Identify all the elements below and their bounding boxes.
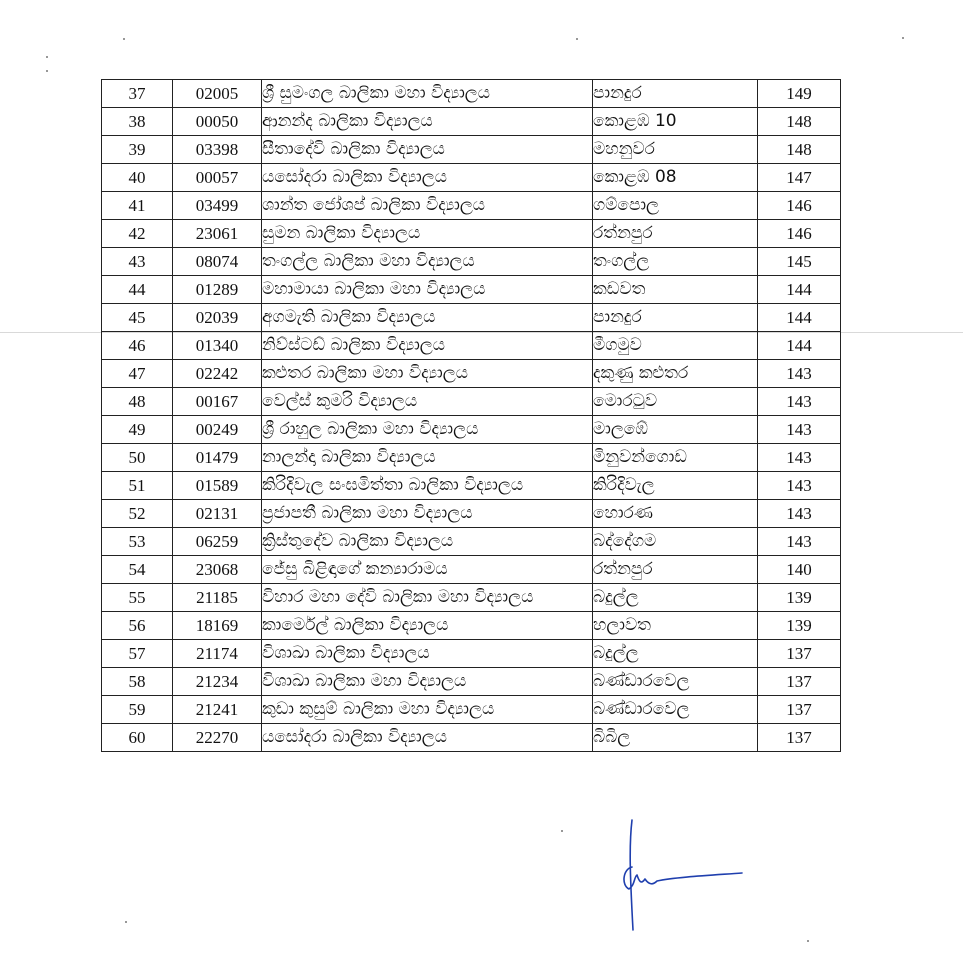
rank-cell: 50 — [102, 444, 173, 472]
rank-cell: 39 — [102, 136, 173, 164]
marks-cell: 146 — [758, 220, 841, 248]
school-code-cell: 21241 — [173, 696, 262, 724]
marks-cell: 143 — [758, 528, 841, 556]
marks-cell: 137 — [758, 668, 841, 696]
signature-mark — [615, 815, 750, 935]
town-cell: තංගල්ල — [593, 248, 758, 276]
school-code-cell: 18169 — [173, 612, 262, 640]
rank-cell: 55 — [102, 584, 173, 612]
table-body — [102, 80, 841, 752]
table-row — [102, 584, 841, 612]
marks-cell: 148 — [758, 136, 841, 164]
school-name-cell: කුඩා කුසුම් බාලිකා මහා විද්‍යාලය — [262, 696, 593, 724]
table-row — [102, 192, 841, 220]
town-cell: කොළඹ 08 — [593, 164, 758, 192]
school-name-cell: ශාන්ත ජෝශප් බාලිකා විද්‍යාලය — [262, 192, 593, 220]
town-cell: බණ්ඩාරවෙල — [593, 696, 758, 724]
scan-speck — [46, 56, 48, 58]
scan-speck — [576, 38, 578, 40]
marks-cell: 143 — [758, 472, 841, 500]
rank-cell: 52 — [102, 500, 173, 528]
school-name-cell: ආනන්ද බාලිකා විද්‍යාලය — [262, 108, 593, 136]
table-row — [102, 612, 841, 640]
table-row — [102, 360, 841, 388]
town-cell: දකුණු කළුතර — [593, 360, 758, 388]
town-cell: මිනුවන්ගොඩ — [593, 444, 758, 472]
school-code-cell: 00050 — [173, 108, 262, 136]
rank-cell: 51 — [102, 472, 173, 500]
rank-cell: 42 — [102, 220, 173, 248]
table-row — [102, 80, 841, 108]
rank-cell: 48 — [102, 388, 173, 416]
marks-cell: 144 — [758, 276, 841, 304]
town-cell: මාලඹේ — [593, 416, 758, 444]
school-code-cell: 02131 — [173, 500, 262, 528]
town-cell: මහනුවර — [593, 136, 758, 164]
marks-cell: 148 — [758, 108, 841, 136]
table-row — [102, 136, 841, 164]
town-cell: ගම්පොල — [593, 192, 758, 220]
town-cell: බදුල්ල — [593, 584, 758, 612]
rank-cell: 53 — [102, 528, 173, 556]
marks-cell: 143 — [758, 500, 841, 528]
table-row — [102, 108, 841, 136]
table-row — [102, 388, 841, 416]
school-code-cell: 01340 — [173, 332, 262, 360]
town-cell: බදුල්ල — [593, 640, 758, 668]
school-code-cell: 21174 — [173, 640, 262, 668]
town-cell: බිබිල — [593, 724, 758, 752]
table-row — [102, 528, 841, 556]
marks-cell: 144 — [758, 332, 841, 360]
school-name-cell: තංගල්ල බාලිකා මහා විද්‍යාලය — [262, 248, 593, 276]
marks-cell: 139 — [758, 612, 841, 640]
school-code-cell: 00249 — [173, 416, 262, 444]
table-row — [102, 556, 841, 584]
school-name-cell: කිරිදිවැල සංඝමිත්තා බාලිකා විද්‍යාලය — [262, 472, 593, 500]
rank-cell: 44 — [102, 276, 173, 304]
table-row — [102, 444, 841, 472]
table-row — [102, 332, 841, 360]
school-name-cell: විශාඛා බාලිකා විද්‍යාලය — [262, 640, 593, 668]
marks-cell: 143 — [758, 444, 841, 472]
table-row — [102, 248, 841, 276]
school-name-cell: කාර්මෙල් බාලිකා විද්‍යාලය — [262, 612, 593, 640]
school-code-cell: 00057 — [173, 164, 262, 192]
town-cell: හලාවත — [593, 612, 758, 640]
marks-cell: 139 — [758, 584, 841, 612]
rank-cell: 56 — [102, 612, 173, 640]
school-name-cell: නිව්ස්ටඩ් බාලිකා විද්‍යාලය — [262, 332, 593, 360]
town-cell: කොළඹ 10 — [593, 108, 758, 136]
marks-cell: 137 — [758, 696, 841, 724]
scan-speck — [902, 37, 904, 39]
table-row — [102, 304, 841, 332]
school-name-cell: වෙල්ස් කුමරි විද්‍යාලය — [262, 388, 593, 416]
school-name-cell: සුමන බාලිකා විද්‍යාලය — [262, 220, 593, 248]
school-code-cell: 22270 — [173, 724, 262, 752]
signature-stroke — [624, 820, 742, 930]
town-cell: පානදුර — [593, 80, 758, 108]
rank-cell: 45 — [102, 304, 173, 332]
school-code-cell: 23068 — [173, 556, 262, 584]
school-code-cell: 03398 — [173, 136, 262, 164]
school-name-cell: මහාමායා බාලිකා මහා විද්‍යාලය — [262, 276, 593, 304]
school-code-cell: 23061 — [173, 220, 262, 248]
marks-cell: 143 — [758, 360, 841, 388]
town-cell: මොරටුව — [593, 388, 758, 416]
school-name-cell: විශාඛා බාලිකා මහා විද්‍යාලය — [262, 668, 593, 696]
marks-cell: 144 — [758, 304, 841, 332]
town-cell: කිරිදිවැල — [593, 472, 758, 500]
table-row — [102, 696, 841, 724]
school-code-cell: 00167 — [173, 388, 262, 416]
school-name-cell: යසෝදරා බාලිකා විද්‍යාලය — [262, 724, 593, 752]
school-code-cell: 03499 — [173, 192, 262, 220]
marks-cell: 149 — [758, 80, 841, 108]
school-code-cell: 01289 — [173, 276, 262, 304]
table-row — [102, 668, 841, 696]
table-row — [102, 724, 841, 752]
school-name-cell: ක්‍රිස්තුදේව බාලිකා විද්‍යාලය — [262, 528, 593, 556]
school-code-cell: 21185 — [173, 584, 262, 612]
table-row — [102, 276, 841, 304]
school-code-cell: 08074 — [173, 248, 262, 276]
table-row — [102, 500, 841, 528]
table-row — [102, 640, 841, 668]
town-cell: බද්දේගම — [593, 528, 758, 556]
school-name-cell: යසෝදරා බාලිකා විද්‍යාලය — [262, 164, 593, 192]
marks-cell: 143 — [758, 388, 841, 416]
school-name-cell: අගමැති බාලිකා විද්‍යාලය — [262, 304, 593, 332]
table-row — [102, 472, 841, 500]
rank-cell: 49 — [102, 416, 173, 444]
table-row — [102, 164, 841, 192]
school-name-cell: කළුතර බාලිකා මහා විද්‍යාලය — [262, 360, 593, 388]
rank-cell: 38 — [102, 108, 173, 136]
school-code-cell: 02005 — [173, 80, 262, 108]
rank-cell: 59 — [102, 696, 173, 724]
town-cell: මීගමුව — [593, 332, 758, 360]
rank-cell: 47 — [102, 360, 173, 388]
school-name-cell: සීතාදේවි බාලිකා විද්‍යාලය — [262, 136, 593, 164]
town-cell: පානදුර — [593, 304, 758, 332]
school-name-cell: ජේසු බිළිඳාගේ කන්‍යාරාමය — [262, 556, 593, 584]
rank-cell: 58 — [102, 668, 173, 696]
school-code-cell: 01479 — [173, 444, 262, 472]
scan-speck — [123, 38, 125, 40]
marks-cell: 146 — [758, 192, 841, 220]
school-code-cell: 01589 — [173, 472, 262, 500]
school-ranking-table — [101, 79, 841, 752]
marks-cell: 140 — [758, 556, 841, 584]
rank-cell: 37 — [102, 80, 173, 108]
school-name-cell: ප්‍රජාපතී බාලිකා මහා විද්‍යාලය — [262, 500, 593, 528]
town-cell: කඩවත — [593, 276, 758, 304]
marks-cell: 143 — [758, 416, 841, 444]
rank-cell: 46 — [102, 332, 173, 360]
town-cell: බණ්ඩාරවෙල — [593, 668, 758, 696]
school-name-cell: නාලන්දා බාලිකා විද්‍යාලය — [262, 444, 593, 472]
rank-cell: 54 — [102, 556, 173, 584]
marks-cell: 137 — [758, 724, 841, 752]
scan-speck — [561, 830, 563, 832]
rank-cell: 40 — [102, 164, 173, 192]
school-code-cell: 06259 — [173, 528, 262, 556]
scan-speck — [807, 940, 809, 942]
school-code-cell: 02039 — [173, 304, 262, 332]
town-cell: රත්නපුර — [593, 556, 758, 584]
school-name-cell: ශ්‍රී සුමංගල බාලිකා මහා විද්‍යාලය — [262, 80, 593, 108]
marks-cell: 147 — [758, 164, 841, 192]
scan-speck — [125, 921, 127, 923]
rank-cell: 43 — [102, 248, 173, 276]
school-name-cell: විහාර මහා දේවි බාලිකා මහා විද්‍යාලය — [262, 584, 593, 612]
town-cell: හොරණ — [593, 500, 758, 528]
school-code-cell: 02242 — [173, 360, 262, 388]
table-row — [102, 220, 841, 248]
school-code-cell: 21234 — [173, 668, 262, 696]
scan-speck — [46, 70, 48, 72]
marks-cell: 137 — [758, 640, 841, 668]
town-cell: රත්නපුර — [593, 220, 758, 248]
rank-cell: 60 — [102, 724, 173, 752]
rank-cell: 41 — [102, 192, 173, 220]
rank-cell: 57 — [102, 640, 173, 668]
table-row — [102, 416, 841, 444]
marks-cell: 145 — [758, 248, 841, 276]
school-name-cell: ශ්‍රී රාහුල බාලිකා මහා විද්‍යාලය — [262, 416, 593, 444]
